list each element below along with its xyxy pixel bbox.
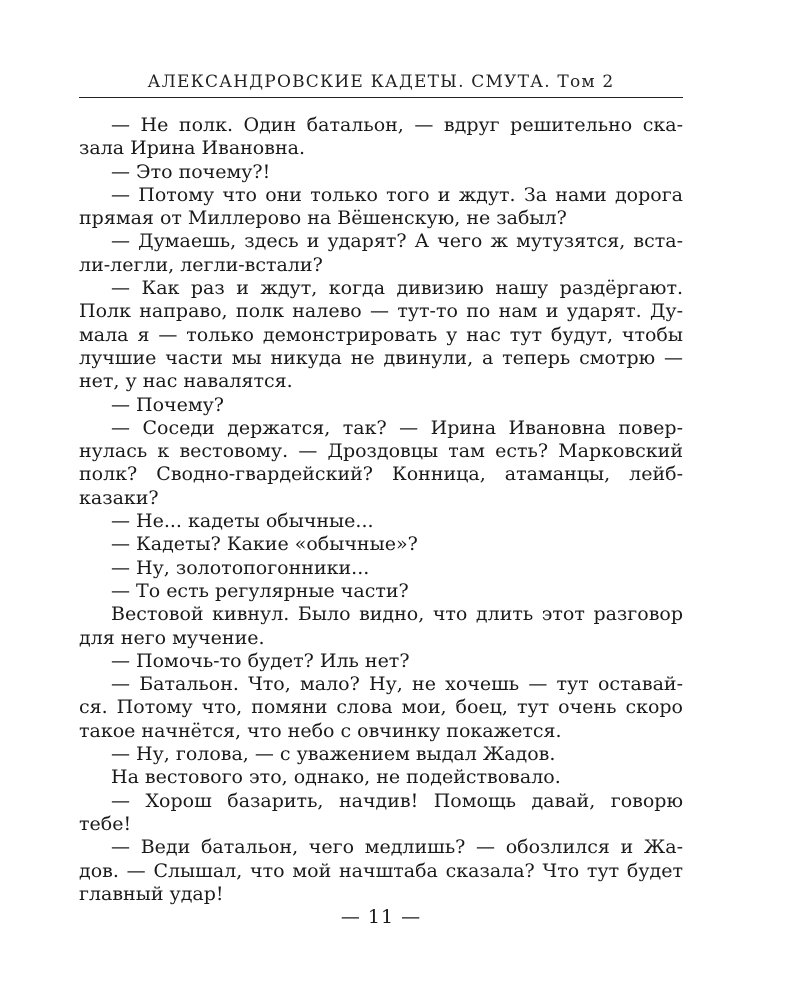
page-number: — 11 — (340, 906, 422, 928)
text-line: — Батальон. Что, мало? Ну, не хочешь — тут оставай- (111, 673, 683, 696)
running-header: АЛЕКСАНДРОВСКИЕ КАДЕТЫ. СМУТА. Том 2 (147, 72, 615, 92)
text-line: тебе! (79, 812, 132, 835)
text-line: нет, у нас навалятся. (79, 370, 293, 393)
text-line: для него мучение. (79, 626, 265, 649)
text-line: — Не... кадеты обычные... (111, 510, 374, 533)
text-line: зала Ирина Ивановна. (79, 137, 305, 160)
text-line: ли-легли, легли-встали? (79, 253, 323, 276)
text-line: казаки? (79, 486, 159, 509)
text-line: — Ну, голова, — с уважением выдал Жадов. (111, 743, 556, 766)
text-line: — Потому что они только того и ждут. За нами дорога (111, 183, 683, 206)
text-line: — Думаешь, здесь и ударят? А чего ж мутузятся, вста- (111, 230, 683, 253)
text-line: ся. Потому что, помяни слова мои, боец, тут очень скоро (79, 696, 683, 719)
text-body (79, 114, 683, 906)
text-line: — Не полк. Один батальон, — вдруг решительно ска- (111, 114, 683, 136)
header-rule (79, 97, 683, 98)
text-line: полк? Сводно-гвардейский? Конница, атаманцы, лейб- (79, 463, 683, 486)
text-line: — Это почему?! (111, 160, 271, 183)
text-line: Вестовой кивнул. Было видно, что длить этот разговор (111, 603, 683, 626)
text-line: такое начнётся, что небо с овчинку покажется. (79, 719, 562, 742)
text-line: — Веди батальон, чего медлишь? — обозлился и Жа- (111, 836, 683, 859)
text-line: — То есть регулярные части? (111, 579, 409, 602)
text-line: — Кадеты? Какие «обычные»? (111, 533, 418, 556)
text-line: лучшие части мы никуда не двинули, а теперь смотрю — (79, 346, 683, 369)
text-line: На вестового это, однако, не подействовало. (111, 766, 561, 789)
text-line: главный удар! (79, 882, 224, 905)
text-line: нулась к вестовому. — Дроздовцы там есть? Марковский (79, 440, 683, 463)
text-line: мала я — только демонстрировать у нас тут будут, чтобы (79, 323, 683, 346)
text-line: Полк направо, полк налево — тут-то по нам и ударят. Ду- (79, 300, 683, 323)
text-line: дов. — Слышал, что мой начштаба сказала? Что тут будет (79, 859, 683, 882)
text-line: — Помочь-то будет? Иль нет? (111, 649, 410, 672)
text-line: — Ну, золотопогонники... (111, 556, 370, 579)
text-line: прямая от Миллерово на Вёшенскую, не забыл? (79, 207, 567, 230)
text-line: — Как раз и ждут, когда дивизию нашу раздёргают. (111, 277, 683, 300)
text-line: — Хорош базарить, начдив! Помощь давай, говорю (111, 789, 683, 812)
text-line: — Соседи держатся, так? — Ирина Ивановна повер- (111, 416, 683, 439)
text-line: — Почему? (111, 393, 224, 416)
